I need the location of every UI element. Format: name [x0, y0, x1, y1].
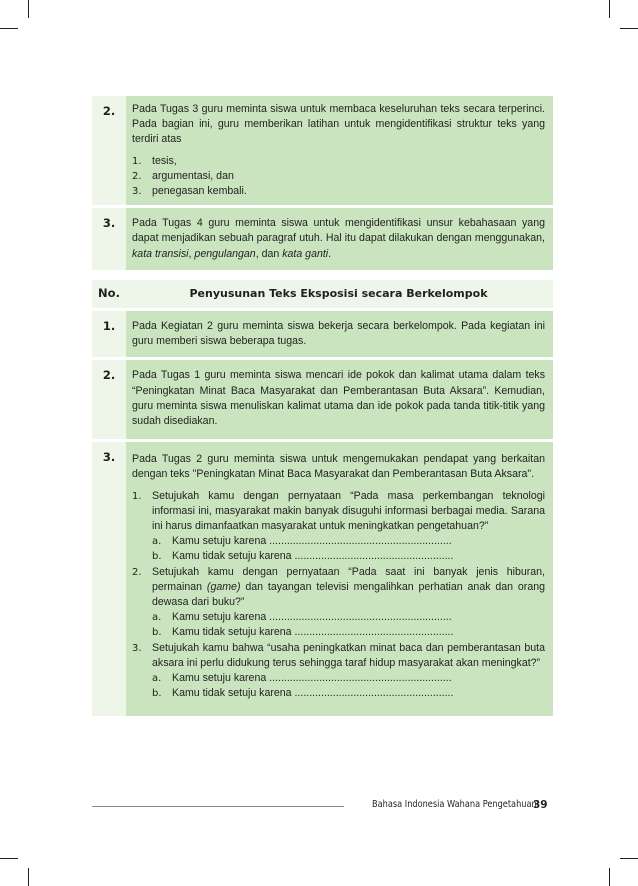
- question-item: [132, 641, 545, 702]
- footer-divider: [92, 806, 344, 807]
- crop-mark: [620, 28, 638, 29]
- list-marker: 2.: [132, 170, 142, 182]
- row-content: [126, 311, 553, 357]
- list-text: argumentasi, dan: [152, 169, 234, 182]
- row-content: [126, 208, 553, 270]
- row-number: 3.: [92, 442, 126, 715]
- book-title: Bahasa Indonesia Wahana Pengetahuan: [372, 799, 537, 810]
- answer-option: b. Kamu tidak setuju karena ......................................................: [152, 550, 454, 563]
- answer-option: b. Kamu tidak setuju karena ......................................................: [152, 687, 454, 700]
- header-number-label: No.: [92, 280, 126, 308]
- crop-mark: [28, 0, 29, 18]
- list-text: tesis,: [152, 154, 177, 167]
- question-text: Setujukah kamu bahwa “usaha peningkatkan minat baca dan pemberantasan buta aksara ini perlu didukung terus sehingga taraf hidup masyarakat akan meningkat?”: [152, 641, 545, 669]
- list-marker: 1.: [132, 155, 142, 167]
- row-number: 3.: [92, 208, 126, 270]
- list-marker: 3.: [132, 642, 142, 654]
- content-table: [92, 96, 553, 719]
- list-item: [132, 154, 545, 169]
- row-content: [126, 96, 553, 205]
- crop-mark: [28, 868, 29, 886]
- table-row: [92, 360, 553, 442]
- question-text: Setujukah kamu dengan pernyataan “Pada masa perkembangan teknologi informasi ini, masyarakat makin banyak disuguhi informasi berbagai media. Sarana ini harus dimanfaatkan masyarakat untuk meningkatkan pengetahuan?”: [152, 489, 545, 533]
- question-item: [132, 489, 545, 565]
- row-content: [126, 442, 553, 715]
- row-text: Pada Kegiatan 2 guru meminta siswa bekerja secara berkelompok. Pada kegiatan ini guru memberi siswa beberapa tugas.: [132, 320, 545, 348]
- table-row: [92, 96, 553, 208]
- list-item: [132, 184, 545, 199]
- row-content: [126, 360, 553, 439]
- table-header: [92, 280, 553, 311]
- question-text: Setujukah kamu dengan pernyataan “Pada saat ini banyak jenis hiburan, permainan (game) dan tayangan televisi mengalihkan perhatian anak dan orang dewasa dari buku?”: [152, 565, 545, 609]
- row-number: 1.: [92, 311, 126, 357]
- table-row: [92, 442, 553, 718]
- answer-option: a. Kamu setuju karena ..............................................................: [152, 535, 452, 548]
- crop-mark: [0, 28, 18, 29]
- answer-option: b. Kamu tidak setuju karena ......................................................: [152, 626, 454, 639]
- row-number: 2.: [92, 360, 126, 439]
- table-row: [92, 311, 553, 360]
- list-marker: 1.: [132, 490, 142, 502]
- row-text: Pada Tugas 2 guru meminta siswa untuk mengemukakan pendapat yang berkaitan dengan teks "Peningkatan Minat Baca Masyarakat dan Pemberantasan Buta Aksara".: [132, 453, 545, 481]
- crop-mark: [609, 0, 610, 18]
- crop-mark: [0, 858, 18, 859]
- row-text: Pada Tugas 4 guru meminta siswa untuk mengidentifikasi unsur kebahasaan yang dapat menjadikan sebuah paragraf utuh. Hal itu dapat dilakukan dengan menggunakan, kata transisi, pengulangan, dan kata ganti.: [132, 217, 545, 260]
- list-text: penegasan kembali.: [152, 185, 247, 198]
- page-number: 39: [533, 799, 548, 811]
- list-item: [132, 169, 545, 184]
- question-item: [132, 565, 545, 641]
- answer-option: a. Kamu setuju karena ..............................................................: [152, 672, 452, 685]
- header-title: Penyusunan Teks Eksposisi secara Berkelompok: [126, 280, 553, 308]
- crop-mark: [620, 858, 638, 859]
- crop-mark: [609, 868, 610, 886]
- row-text: Pada Tugas 1 guru meminta siswa mencari ide pokok dan kalimat utama dalam teks “Peningkatan Minat Baca Masyarakat dan Pemberantasan Buta Aksara”. Kemudian, guru meminta siswa menuliskan kalimat utama dan ide pokok pada tanda titik-titik yang sudah disediakan.: [132, 369, 545, 428]
- list-marker: 2.: [132, 566, 142, 578]
- row-text: Pada Tugas 3 guru meminta siswa untuk membaca keseluruhan teks secara terperinci. Pada bagian ini, guru memberikan latihan untuk mengidentifikasi struktur teks yang terdiri atas: [132, 103, 545, 146]
- structure-list: [132, 154, 545, 200]
- row-number: 2.: [92, 96, 126, 205]
- list-marker: 3.: [132, 186, 142, 198]
- table-row: [92, 208, 553, 273]
- answer-option: a. Kamu setuju karena ..............................................................: [152, 611, 452, 624]
